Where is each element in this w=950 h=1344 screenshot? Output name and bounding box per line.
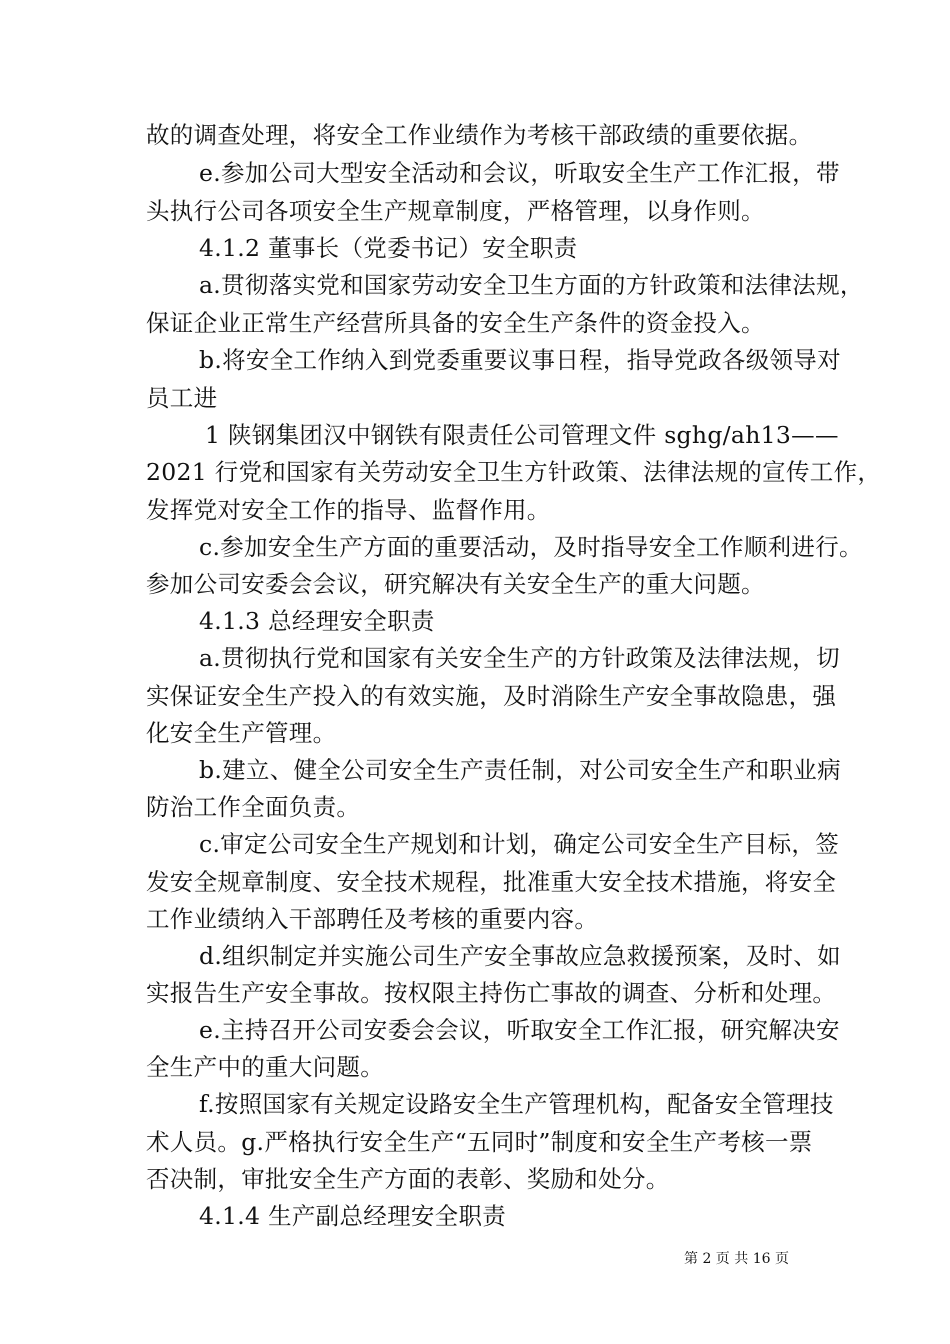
document-header-line: 1 陕钢集团汉中钢铁有限责任公司管理文件 sghg/ah13—— [205,421,839,449]
paragraph-line: 保证企业正常生产经营所具备的安全生产条件的资金投入。 [146,309,765,337]
paragraph-line: 实报告生产安全事故。按权限主持伤亡事故的调查、分析和处理。 [146,979,837,1007]
paragraph-line: 全生产中的重大问题。 [146,1053,384,1081]
page-number: 第 2 页 共 16 页 [684,1251,789,1267]
section-heading: 4.1.4 生产副总经理安全职责 [199,1202,507,1230]
section-heading: 4.1.2 董事长（党委书记）安全职责 [199,234,578,262]
paragraph-line: 工作业绩纳入干部聘任及考核的重要内容。 [146,905,599,933]
paragraph-line: 故的调查处理，将安全工作业绩作为考核干部政绩的重要依据。 [146,121,813,149]
paragraph-line: b.将安全工作纳入到党委重要议事日程，指导党政各级领导对 [199,346,841,374]
paragraph-line: 发安全规章制度、安全技术规程，批准重大安全技术措施，将安全 [146,868,837,896]
paragraph-line: f.按照国家有关规定设路安全生产管理机构，配备安全管理技 [199,1090,834,1118]
paragraph-line: e.主持召开公司安委会会议，听取安全工作汇报，研究解决安 [199,1016,840,1044]
paragraph-line: d.组织制定并实施公司生产安全事故应急救援预案，及时、如 [199,942,841,970]
paragraph-line: c.参加安全生产方面的重要活动，及时指导安全工作顺利进行。 [199,533,863,561]
paragraph-line: 发挥党对安全工作的指导、监督作用。 [146,496,551,524]
paragraph-line: a.贯彻落实党和国家劳动安全卫生方面的方针政策和法律法规， [199,271,864,299]
paragraph-line: a.贯彻执行党和国家有关安全生产的方针政策及法律法规，切 [199,644,840,672]
paragraph-line: 术人员。g.严格执行安全生产“五同时”制度和安全生产考核一票 [146,1128,813,1156]
paragraph-line: b.建立、健全公司安全生产责任制，对公司安全生产和职业病 [199,756,841,784]
paragraph-line: c.审定公司安全生产规划和计划，确定公司安全生产目标，签 [199,830,840,858]
paragraph-line: 防治工作全面负责。 [146,793,361,821]
paragraph-line: 员工进 [146,384,218,412]
section-heading: 4.1.3 总经理安全职责 [199,607,435,635]
paragraph-line: 2021 行党和国家有关劳动安全卫生方针政策、法律法规的宣传工作， [146,458,882,486]
paragraph-line: 参加公司安委会会议，研究解决有关安全生产的重大问题。 [146,570,765,598]
paragraph-line: 化安全生产管理。 [146,719,337,747]
paragraph-line: 头执行公司各项安全生产规章制度，严格管理，以身作则。 [146,197,765,225]
paragraph-line: e.参加公司大型安全活动和会议，听取安全生产工作汇报，带 [199,159,840,187]
paragraph-line: 否决制，审批安全生产方面的表彰、奖励和处分。 [146,1165,670,1193]
paragraph-line: 实保证安全生产投入的有效实施，及时消除生产安全事故隐患，强 [146,682,837,710]
